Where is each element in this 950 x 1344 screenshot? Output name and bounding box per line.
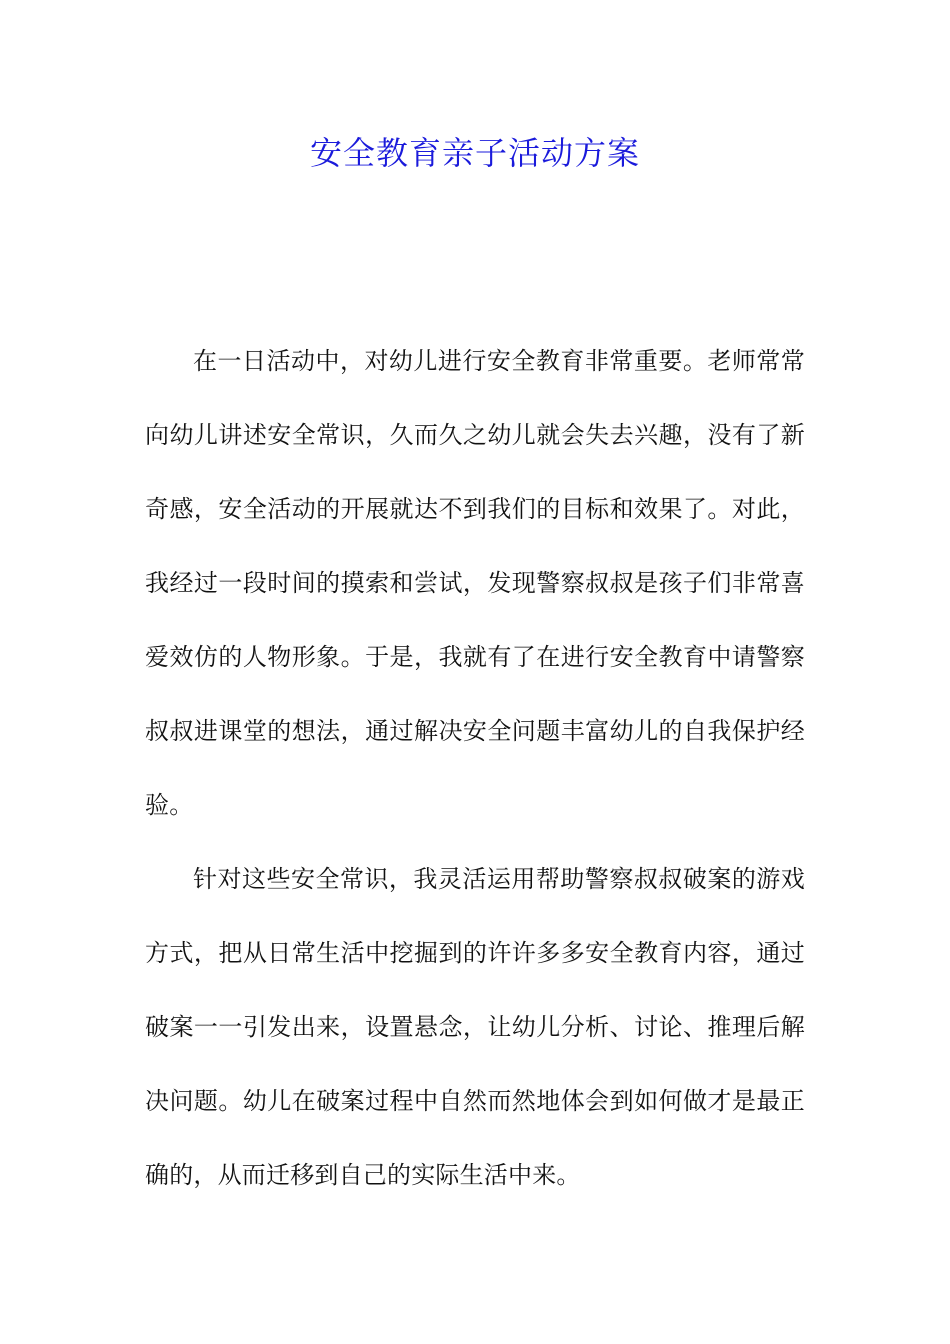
document-title: 安全教育亲子活动方案 <box>309 134 640 172</box>
paragraph-1: 在一日活动中，对幼儿进行安全教育非常重要。老师常常向幼儿讲述安全常识，久而久之幼儿就会失去兴趣，没有了新奇感，安全活动的开展就达不到我们的目标和效果了。对此，我经过一段时间的摸索和尝试，发现警察叔叔是孩子们非常喜爱效仿的人物形象。于是，我就有了在进行安全教育中请警察叔叔进课堂的想法，通过解决安全问题丰富幼儿的自我保护经验。 <box>145 347 805 819</box>
document-body <box>145 324 805 1212</box>
paragraph-2: 针对这些安全常识，我灵活运用帮助警察叔叔破案的游戏方式，把从日常生活中挖掘到的许许多多安全教育内容，通过破案一一引发出来，设置悬念，让幼儿分析、讨论、推理后解决问题。幼儿在破案过程中自然而然地体会到如何做才是最正确的，从而迁移到自己的实际生活中来。 <box>145 865 805 1189</box>
